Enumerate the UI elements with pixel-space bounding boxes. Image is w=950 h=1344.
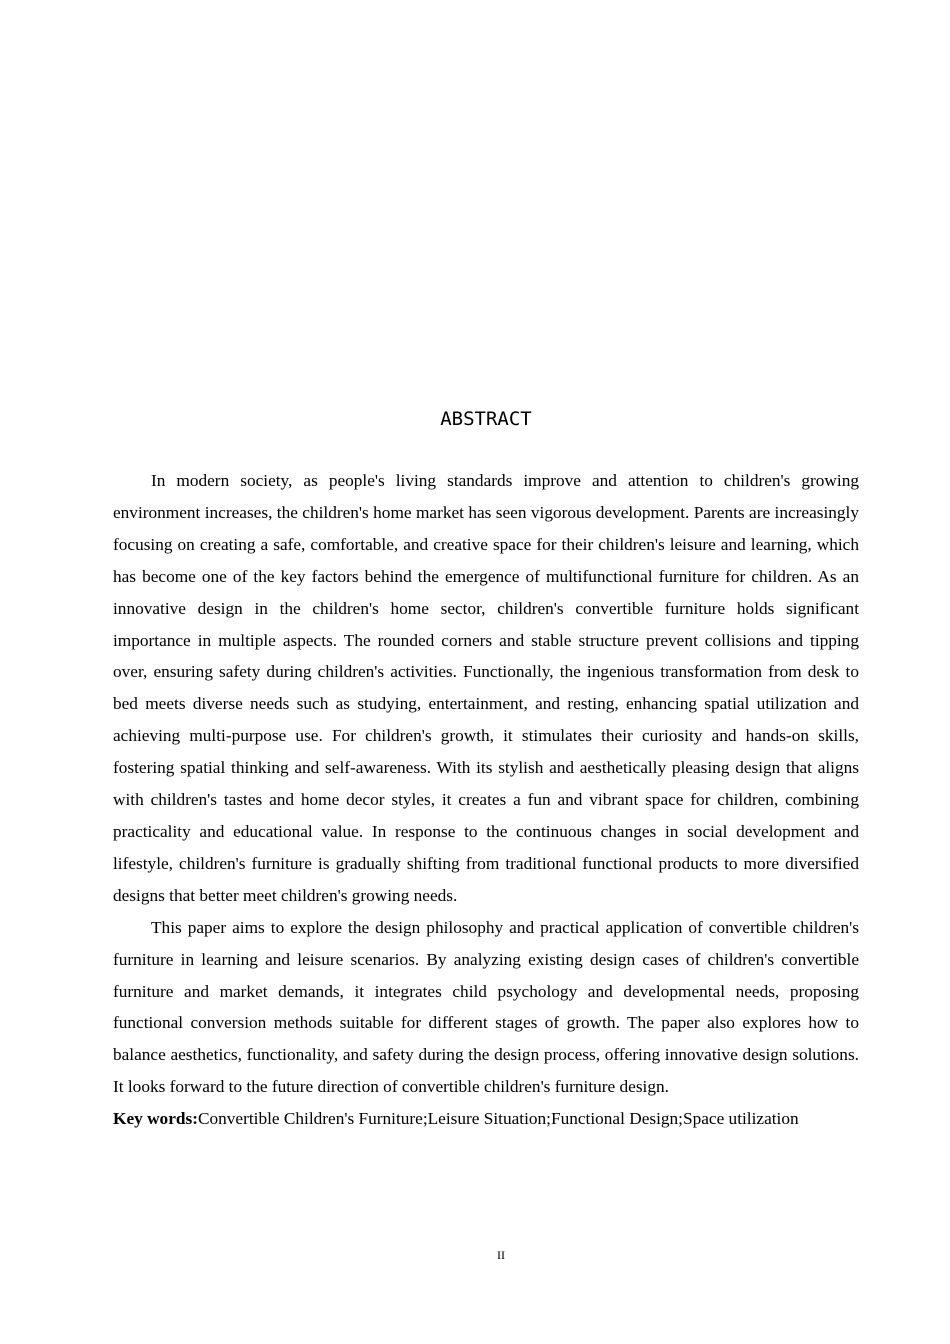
abstract-paragraph-1: In modern society, as people's living standards improve and attention to children's growing environment increases, the children's home market has seen vigorous development. Parents are increasingly focusing on creating a safe, comfortable, and creative space for their children's leisure and learning, which has become one of the key factors behind the emergence of multifunctional furniture for children. As an innovative design in the children's home sector, children's convertible furniture holds significant importance in multiple aspects. The rounded corners and stable structure prevent collisions and tipping over, ensuring safety during children's activities. Functionally, the ingenious transformation from desk to bed meets diverse needs such as studying, entertainment, and resting, enhancing spatial utilization and achieving multi-purpose use. For children's growth, it stimulates their curiosity and hands-on skills, fostering spatial thinking and self-awareness. With its stylish and aesthetically pleasing design that aligns with children's tastes and home decor styles, it creates a fun and vibrant space for children, combining practicality and educational value. In response to the continuous changes in social development and lifestyle, children's furniture is gradually shifting from traditional functional products to more diversified designs that better meet children's growing needs. xyxy=(113,471,859,905)
keywords-label: Key words: xyxy=(113,1109,198,1129)
abstract-title: ABSTRACT xyxy=(440,408,532,430)
keywords-text: Convertible Children's Furniture;Leisure Situation;Functional Design;Space utilization xyxy=(197,1109,799,1129)
keywords-line xyxy=(113,1103,859,1135)
abstract-paragraph-2: This paper aims to explore the design philosophy and practical application of convertible children's furniture in learning and leisure scenarios. By analyzing existing design cases of children's convertible furniture and market demands, it integrates child psychology and developmental needs, proposing functional conversion methods suitable for different stages of growth. The paper also explores how to balance aesthetics, functionality, and safety during the design process, offering innovative design solutions. It looks forward to the future direction of convertible children's furniture design. xyxy=(113,917,859,1097)
page-number: II xyxy=(497,1248,505,1262)
abstract-body xyxy=(113,465,859,1135)
